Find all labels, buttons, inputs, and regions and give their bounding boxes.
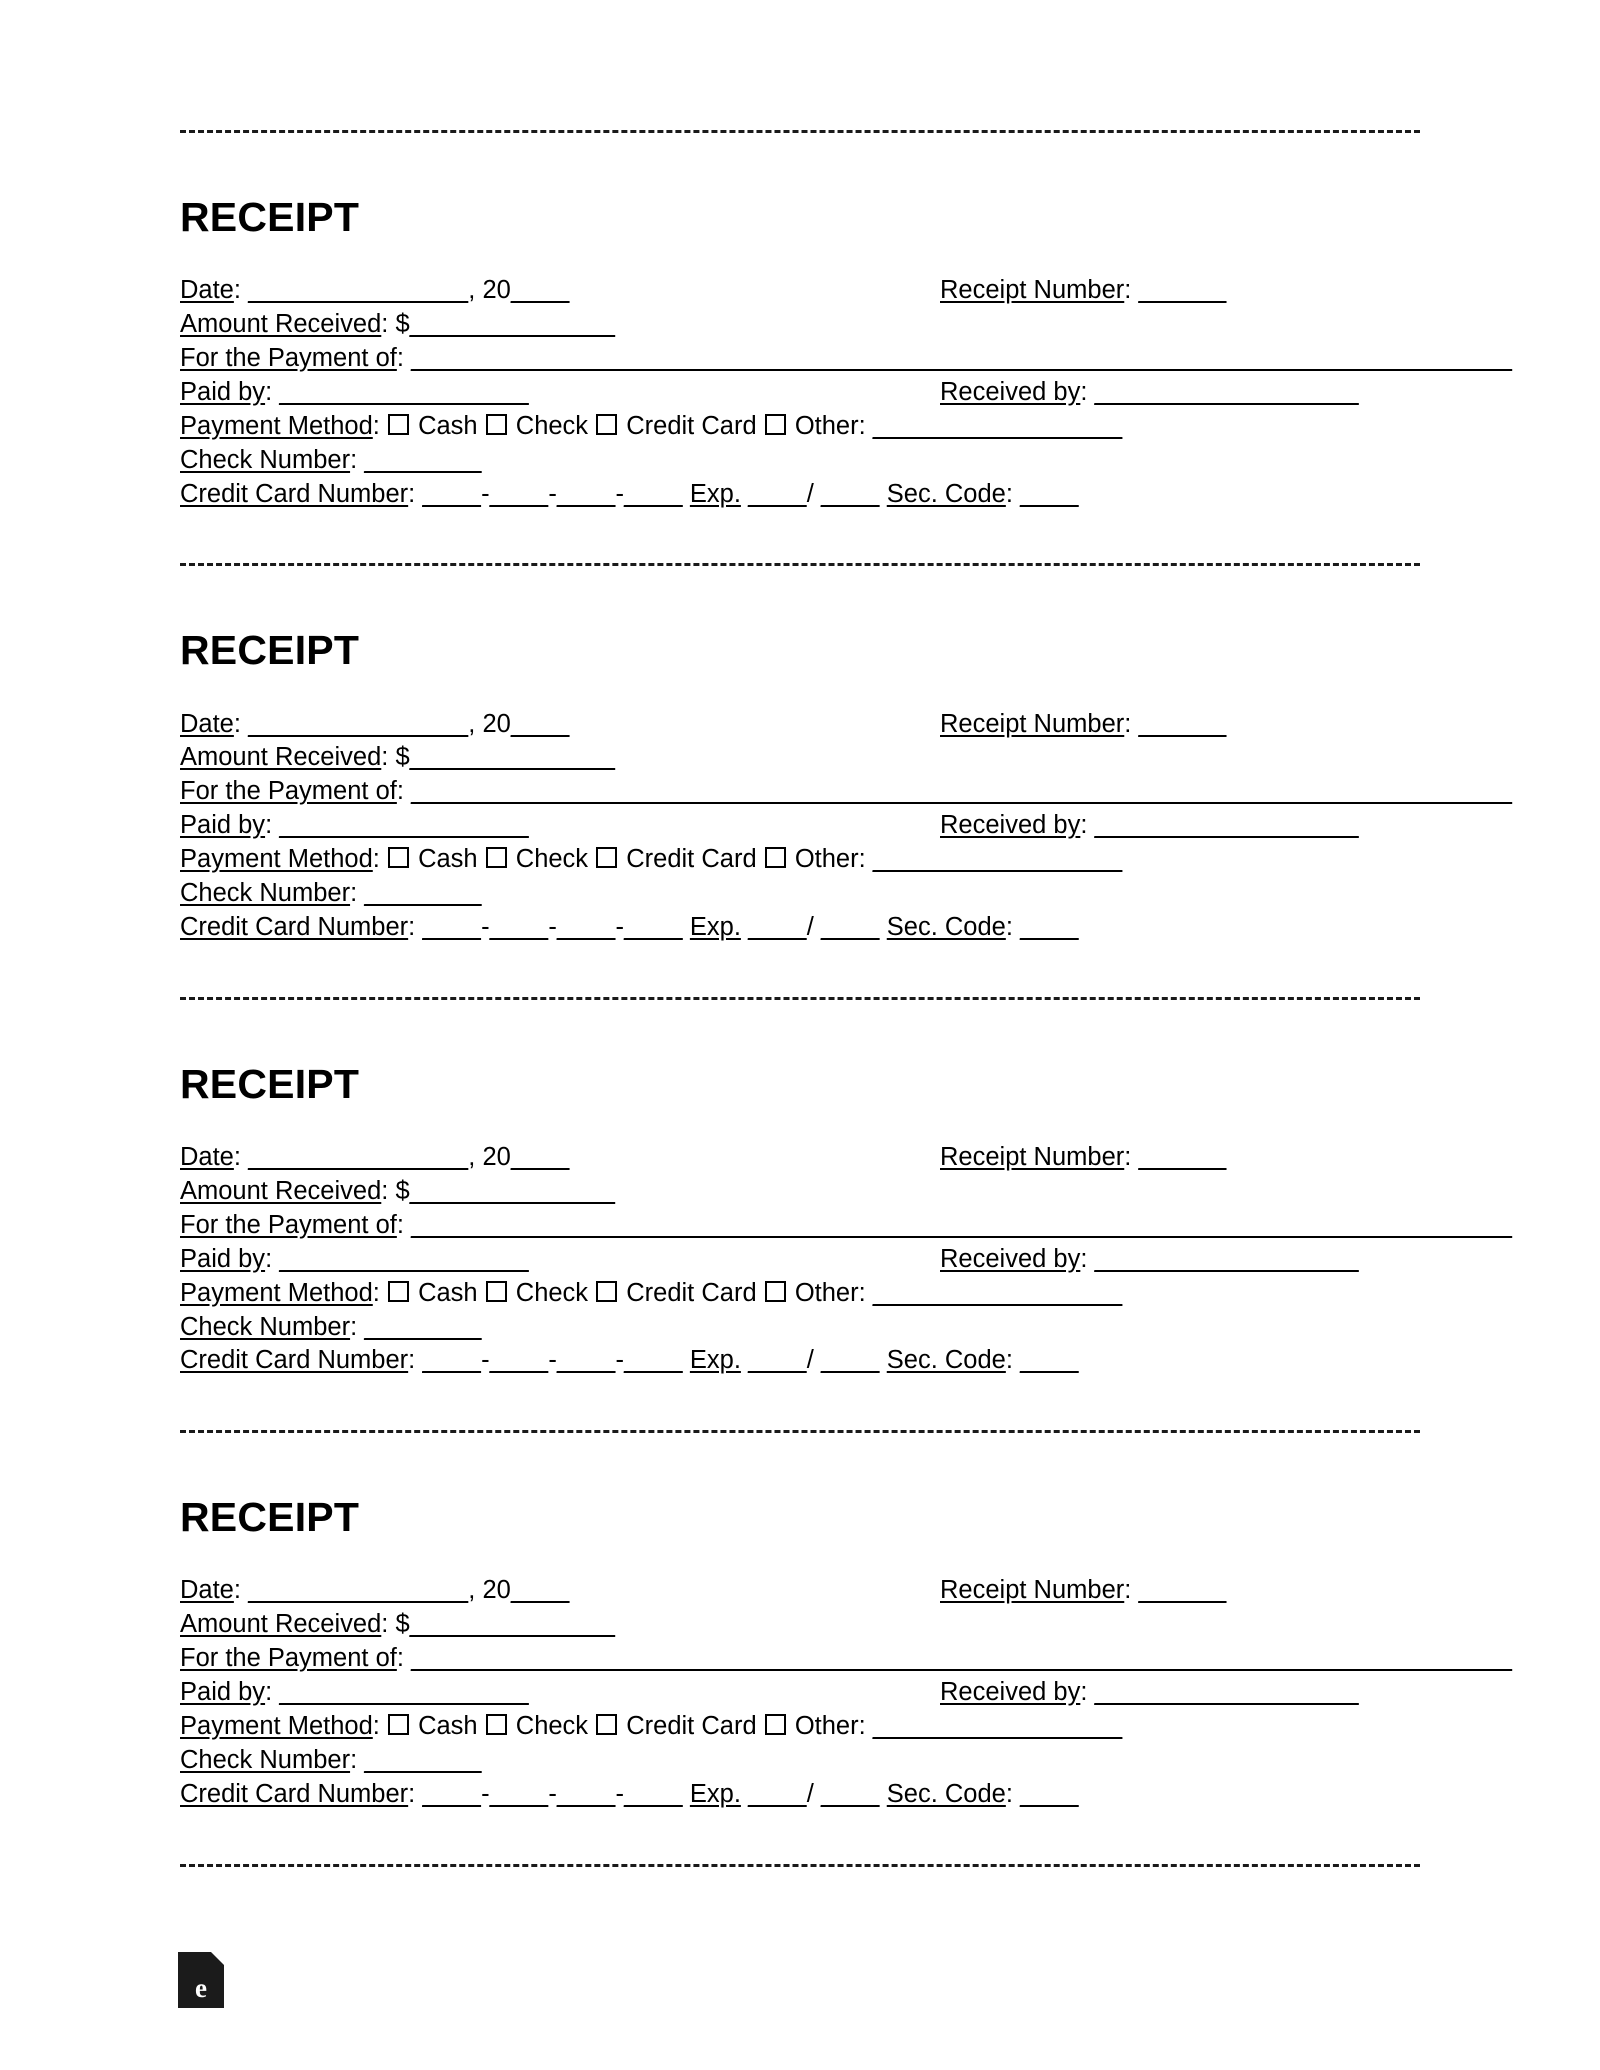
for-payment-blank[interactable]: ___________________________________________________________________________: [411, 777, 1513, 806]
payment-method-row: [180, 410, 1420, 444]
date-row: [180, 1141, 1420, 1175]
colon: :: [372, 1712, 380, 1741]
colon: :: [350, 879, 358, 908]
paid-received-row: [180, 1243, 1420, 1277]
receipt-number-field[interactable]: [940, 1141, 1420, 1175]
date-blank[interactable]: _______________: [248, 1576, 469, 1605]
amount-blank[interactable]: ______________: [409, 310, 616, 338]
colon: :: [396, 1644, 404, 1673]
colon: :: [858, 1712, 866, 1741]
receipt-block-1: [180, 194, 1513, 511]
payment-method-row: [180, 843, 1420, 877]
credit-card-row[interactable]: [180, 1344, 1420, 1378]
credit-card-row[interactable]: [180, 478, 1420, 512]
for-payment-row[interactable]: [180, 775, 1513, 809]
currency-symbol: $: [395, 1610, 410, 1639]
colon: :: [381, 1610, 389, 1639]
option-cash: Cash: [418, 1278, 478, 1307]
date-year-prefix: , 20: [468, 1576, 511, 1605]
exp-label: Exp.: [689, 1779, 741, 1808]
cc-group-2[interactable]: ____: [489, 1346, 549, 1375]
cc-group-1[interactable]: ____: [422, 1346, 482, 1375]
colon: :: [381, 310, 389, 338]
for-payment-label: For the Payment of: [180, 343, 397, 372]
colon: :: [1005, 912, 1013, 941]
colon: :: [1080, 1678, 1088, 1707]
cc-sep: -: [615, 1346, 625, 1375]
check-number-row[interactable]: [180, 877, 1420, 911]
colon: :: [265, 1678, 273, 1707]
sec-code-blank[interactable]: ____: [1020, 912, 1079, 941]
receipt-number-label: Receipt Number: [940, 709, 1125, 738]
receipt-title: RECEIPT: [180, 627, 360, 674]
amount-blank[interactable]: ______________: [409, 743, 616, 772]
date-year-blank[interactable]: ____: [510, 276, 570, 305]
colon: :: [372, 1278, 380, 1307]
check-number-blank[interactable]: ________: [364, 879, 482, 908]
cc-group-1[interactable]: ____: [422, 912, 482, 941]
paid-by-label: Paid by: [180, 1678, 266, 1707]
for-payment-blank[interactable]: ___________________________________________________________________________: [411, 1644, 1513, 1673]
received-by-blank[interactable]: __________________: [1094, 1678, 1359, 1707]
credit-card-label: Credit Card Number: [180, 912, 409, 941]
paid-by-blank[interactable]: _________________: [279, 811, 529, 840]
exp-year-blank[interactable]: ____: [820, 912, 880, 941]
exp-year-blank[interactable]: ____: [820, 1779, 880, 1808]
spacer: [180, 945, 1420, 997]
option-credit-card: Credit Card: [626, 1712, 757, 1741]
cc-group-3[interactable]: ____: [556, 1346, 616, 1375]
paid-received-row: [180, 376, 1420, 410]
checkbox-check[interactable]: [486, 847, 507, 868]
date-label: Date: [180, 1142, 234, 1171]
checkbox-credit-card[interactable]: [596, 414, 617, 435]
date-field[interactable]: [180, 274, 940, 308]
date-blank[interactable]: _______________: [248, 709, 469, 738]
cc-sep: -: [548, 1779, 557, 1808]
cc-sep: -: [481, 912, 490, 941]
cc-group-2[interactable]: ____: [489, 1779, 549, 1808]
colon: :: [408, 479, 416, 508]
date-blank[interactable]: _______________: [248, 1142, 469, 1171]
amount-received-label: Amount Received: [180, 1176, 382, 1205]
receipt-number-field[interactable]: [940, 708, 1420, 742]
other-blank[interactable]: _________________: [872, 1278, 1123, 1307]
spacer: [180, 511, 1420, 563]
amount-received-row[interactable]: [180, 1608, 1420, 1642]
colon: :: [396, 1210, 404, 1239]
check-number-label: Check Number: [180, 1312, 351, 1341]
payment-method-row: [180, 1710, 1420, 1744]
exp-label: Exp.: [689, 912, 741, 941]
cc-group-2[interactable]: ____: [489, 912, 549, 941]
cc-sep: -: [548, 1346, 557, 1375]
colon: :: [1124, 1142, 1132, 1171]
date-year-blank[interactable]: ____: [510, 1142, 570, 1171]
checkbox-cash[interactable]: [388, 414, 409, 435]
cc-group-3[interactable]: ____: [556, 912, 616, 941]
colon: :: [1080, 811, 1088, 840]
option-cash: Cash: [418, 845, 478, 874]
option-check: Check: [515, 411, 589, 440]
option-credit-card: Credit Card: [626, 411, 757, 440]
other-blank[interactable]: _________________: [872, 411, 1123, 440]
received-by-blank[interactable]: __________________: [1094, 1244, 1359, 1273]
spacer: [180, 1540, 1420, 1574]
check-number-row[interactable]: [180, 1744, 1420, 1778]
exp-month-blank[interactable]: ____: [748, 912, 807, 941]
date-year-prefix: , 20: [468, 276, 511, 305]
cc-group-4[interactable]: ____: [624, 912, 683, 941]
option-other: Other: [794, 845, 859, 874]
amount-received-row[interactable]: [180, 1175, 1420, 1209]
checkbox-check[interactable]: [486, 1281, 507, 1302]
receipt-fields: [180, 1141, 1513, 1378]
cc-sep: -: [481, 1779, 490, 1808]
colon: :: [1005, 479, 1013, 508]
colon: :: [396, 343, 404, 372]
receipt-title: RECEIPT: [180, 1494, 360, 1541]
eforms-logo-icon: [178, 1952, 224, 2008]
colon: :: [858, 1278, 866, 1307]
exp-label: Exp.: [689, 1346, 741, 1375]
for-payment-blank[interactable]: ___________________________________________________________________________: [411, 1210, 1513, 1239]
colon: :: [350, 445, 358, 474]
cc-sep: -: [548, 912, 557, 941]
checkbox-cash[interactable]: [388, 1714, 409, 1735]
receipt-title: RECEIPT: [180, 194, 360, 240]
date-label: Date: [180, 1576, 234, 1605]
colon: :: [408, 1346, 416, 1375]
paid-by-label: Paid by: [180, 377, 266, 406]
cc-group-1[interactable]: ____: [422, 1779, 482, 1808]
for-payment-label: For the Payment of: [180, 1210, 397, 1239]
cut-line-bottom: [180, 1864, 1420, 1867]
exp-slash: /: [806, 479, 814, 508]
amount-received-label: Amount Received: [180, 743, 382, 772]
checkbox-other[interactable]: [765, 847, 786, 868]
sec-code-label: Sec. Code: [886, 912, 1006, 941]
colon: :: [233, 276, 241, 305]
exp-label: Exp.: [689, 479, 741, 508]
spacer: [180, 1000, 1420, 1062]
credit-card-row[interactable]: [180, 1778, 1420, 1812]
check-number-label: Check Number: [180, 445, 351, 474]
for-payment-label: For the Payment of: [180, 777, 397, 806]
payment-method-label: Payment Method: [180, 1712, 373, 1741]
sec-code-label: Sec. Code: [886, 479, 1006, 508]
received-by-label: Received by: [940, 1678, 1081, 1707]
colon: :: [265, 811, 273, 840]
option-other: Other: [794, 1712, 859, 1741]
colon: :: [1005, 1346, 1013, 1375]
receipt-fields: [180, 1574, 1513, 1811]
sec-code-blank[interactable]: ____: [1020, 1346, 1079, 1375]
receipt-number-field[interactable]: [940, 274, 1420, 308]
sec-code-blank[interactable]: ____: [1020, 479, 1079, 508]
amount-blank[interactable]: ______________: [409, 1610, 616, 1639]
paid-by-field[interactable]: [180, 809, 940, 843]
colon: :: [858, 411, 866, 440]
exp-month-blank[interactable]: ____: [748, 1779, 807, 1808]
received-by-blank[interactable]: __________________: [1094, 377, 1359, 406]
spacer: [180, 240, 1420, 274]
currency-symbol: $: [395, 310, 410, 338]
receipt-number-label: Receipt Number: [940, 1576, 1125, 1605]
paid-by-field[interactable]: [180, 376, 940, 410]
cc-group-3[interactable]: ____: [556, 479, 616, 508]
receipt-number-blank[interactable]: ______: [1138, 1576, 1227, 1605]
amount-received-row[interactable]: [180, 741, 1420, 775]
check-number-blank[interactable]: ________: [364, 1312, 482, 1341]
payment-method-row: [180, 1277, 1420, 1311]
cc-sep: -: [481, 1346, 490, 1375]
cc-sep: -: [615, 479, 625, 508]
colon: :: [1005, 1779, 1013, 1808]
for-payment-blank[interactable]: ___________________________________________________________________________: [411, 343, 1513, 372]
checkbox-check[interactable]: [486, 414, 507, 435]
logo-letter: e: [195, 1973, 207, 2003]
payment-method-label: Payment Method: [180, 845, 373, 874]
colon: :: [350, 1312, 358, 1341]
received-by-field[interactable]: [940, 1676, 1420, 1710]
checkbox-credit-card[interactable]: [596, 1714, 617, 1735]
checkbox-other[interactable]: [765, 1281, 786, 1302]
cc-sep: -: [615, 1779, 625, 1808]
colon: :: [350, 1745, 358, 1774]
payment-method-label: Payment Method: [180, 1278, 373, 1307]
colon: :: [1124, 1576, 1132, 1605]
credit-card-label: Credit Card Number: [180, 479, 409, 508]
receipt-title: RECEIPT: [180, 1060, 360, 1107]
credit-card-row[interactable]: [180, 911, 1420, 945]
cc-group-2[interactable]: ____: [489, 479, 549, 508]
checkbox-credit-card[interactable]: [596, 1281, 617, 1302]
date-field[interactable]: [180, 1574, 940, 1608]
colon: :: [372, 845, 380, 874]
colon: :: [233, 1576, 241, 1605]
option-other: Other: [794, 411, 859, 440]
for-payment-row[interactable]: [180, 1642, 1513, 1676]
currency-symbol: $: [395, 743, 410, 772]
receipt-fields: [180, 708, 1513, 945]
date-field[interactable]: [180, 708, 940, 742]
received-by-label: Received by: [940, 377, 1081, 406]
colon: :: [381, 743, 389, 772]
receipt-number-field[interactable]: [940, 1574, 1420, 1608]
currency-symbol: $: [395, 1176, 410, 1205]
paid-by-label: Paid by: [180, 811, 266, 840]
colon: :: [381, 1176, 389, 1205]
paid-by-blank[interactable]: _________________: [279, 377, 529, 406]
sec-code-label: Sec. Code: [886, 1779, 1006, 1808]
receipt-block-4: [180, 1494, 1513, 1811]
spacer: [180, 1107, 1420, 1141]
exp-month-blank[interactable]: ____: [748, 479, 807, 508]
check-number-row[interactable]: [180, 1311, 1420, 1345]
spacer: [180, 1812, 1420, 1864]
spacer: [180, 133, 1420, 195]
colon: :: [1124, 709, 1132, 738]
received-by-field[interactable]: [940, 1243, 1420, 1277]
colon: :: [1080, 1244, 1088, 1273]
check-number-label: Check Number: [180, 879, 351, 908]
exp-year-blank[interactable]: ____: [820, 1346, 880, 1375]
receipt-block-3: [180, 1060, 1513, 1378]
date-row: [180, 708, 1420, 742]
colon: :: [1080, 377, 1088, 406]
colon: :: [372, 411, 380, 440]
paid-by-field[interactable]: [180, 1243, 940, 1277]
for-payment-row[interactable]: [180, 1209, 1513, 1243]
other-blank[interactable]: _________________: [872, 845, 1123, 874]
spacer: [180, 1378, 1420, 1430]
check-number-blank[interactable]: ________: [364, 445, 482, 474]
colon: :: [408, 912, 416, 941]
option-check: Check: [515, 1712, 589, 1741]
colon: :: [858, 845, 866, 874]
option-check: Check: [515, 1278, 589, 1307]
checkbox-check[interactable]: [486, 1714, 507, 1735]
received-by-field[interactable]: [940, 376, 1420, 410]
cc-group-4[interactable]: ____: [624, 1346, 683, 1375]
exp-month-blank[interactable]: ____: [748, 1346, 807, 1375]
cc-sep: -: [481, 479, 490, 508]
spacer: [180, 566, 1420, 628]
colon: :: [233, 709, 241, 738]
received-by-label: Received by: [940, 1244, 1081, 1273]
sec-code-label: Sec. Code: [886, 1346, 1006, 1375]
check-number-row[interactable]: [180, 444, 1420, 478]
paid-by-field[interactable]: [180, 1676, 940, 1710]
cc-group-4[interactable]: ____: [624, 479, 683, 508]
cc-group-4[interactable]: ____: [624, 1779, 683, 1808]
amount-received-label: Amount Received: [180, 1610, 382, 1639]
date-field[interactable]: [180, 1141, 940, 1175]
payment-method-label: Payment Method: [180, 411, 373, 440]
colon: :: [1124, 276, 1132, 305]
receipt-number-label: Receipt Number: [940, 1142, 1125, 1171]
colon: :: [408, 1779, 416, 1808]
other-blank[interactable]: _________________: [872, 1712, 1123, 1741]
credit-card-label: Credit Card Number: [180, 1346, 409, 1375]
exp-year-blank[interactable]: ____: [820, 479, 880, 508]
exp-slash: /: [806, 1346, 814, 1375]
paid-received-row: [180, 809, 1420, 843]
check-number-label: Check Number: [180, 1745, 351, 1774]
date-blank[interactable]: _______________: [248, 276, 469, 305]
amount-blank[interactable]: ______________: [409, 1176, 616, 1205]
date-label: Date: [180, 276, 234, 305]
checkbox-other[interactable]: [765, 414, 786, 435]
date-year-blank[interactable]: ____: [510, 1576, 570, 1605]
exp-slash: /: [806, 912, 814, 941]
receipt-number-blank[interactable]: ______: [1138, 276, 1227, 305]
receipt-fields: [180, 274, 1513, 511]
received-by-blank[interactable]: __________________: [1094, 811, 1359, 840]
top-spacer: [180, 0, 1420, 130]
spacer: [180, 1433, 1420, 1495]
receipt-number-label: Receipt Number: [940, 276, 1125, 305]
date-year-blank[interactable]: ____: [510, 709, 570, 738]
paid-received-row: [180, 1676, 1420, 1710]
amount-received-label: Amount Received: [180, 310, 382, 338]
option-other: Other: [794, 1278, 859, 1307]
paid-by-blank[interactable]: _________________: [279, 1678, 529, 1707]
amount-received-row[interactable]: [180, 308, 1420, 342]
colon: :: [233, 1142, 241, 1171]
for-payment-row[interactable]: [180, 342, 1513, 376]
date-year-prefix: , 20: [468, 709, 511, 738]
colon: :: [265, 377, 273, 406]
exp-slash: /: [806, 1779, 814, 1808]
sec-code-blank[interactable]: ____: [1020, 1779, 1079, 1808]
checkbox-other[interactable]: [765, 1714, 786, 1735]
colon: :: [396, 777, 404, 806]
date-row: [180, 274, 1420, 308]
date-label: Date: [180, 709, 234, 738]
checkbox-cash[interactable]: [388, 1281, 409, 1302]
option-credit-card: Credit Card: [626, 845, 757, 874]
date-year-prefix: , 20: [468, 1142, 511, 1171]
cc-group-1[interactable]: ____: [422, 479, 482, 508]
option-cash: Cash: [418, 411, 478, 440]
paid-by-blank[interactable]: _________________: [279, 1244, 529, 1273]
colon: :: [265, 1244, 273, 1273]
checkbox-credit-card[interactable]: [596, 847, 617, 868]
checkbox-cash[interactable]: [388, 847, 409, 868]
option-cash: Cash: [418, 1712, 478, 1741]
for-payment-label: For the Payment of: [180, 1644, 397, 1673]
paid-by-label: Paid by: [180, 1244, 266, 1273]
cc-sep: -: [548, 479, 557, 508]
receipt-number-blank[interactable]: ______: [1138, 1142, 1227, 1171]
receipt-block-2: [180, 627, 1513, 944]
date-row: [180, 1574, 1420, 1608]
cc-group-3[interactable]: ____: [556, 1779, 616, 1808]
received-by-field[interactable]: [940, 809, 1420, 843]
credit-card-label: Credit Card Number: [180, 1779, 409, 1808]
check-number-blank[interactable]: ________: [364, 1745, 482, 1774]
option-check: Check: [515, 845, 589, 874]
received-by-label: Received by: [940, 811, 1081, 840]
option-credit-card: Credit Card: [626, 1278, 757, 1307]
receipt-number-blank[interactable]: ______: [1138, 709, 1227, 738]
spacer: [180, 674, 1420, 708]
cc-sep: -: [615, 912, 625, 941]
